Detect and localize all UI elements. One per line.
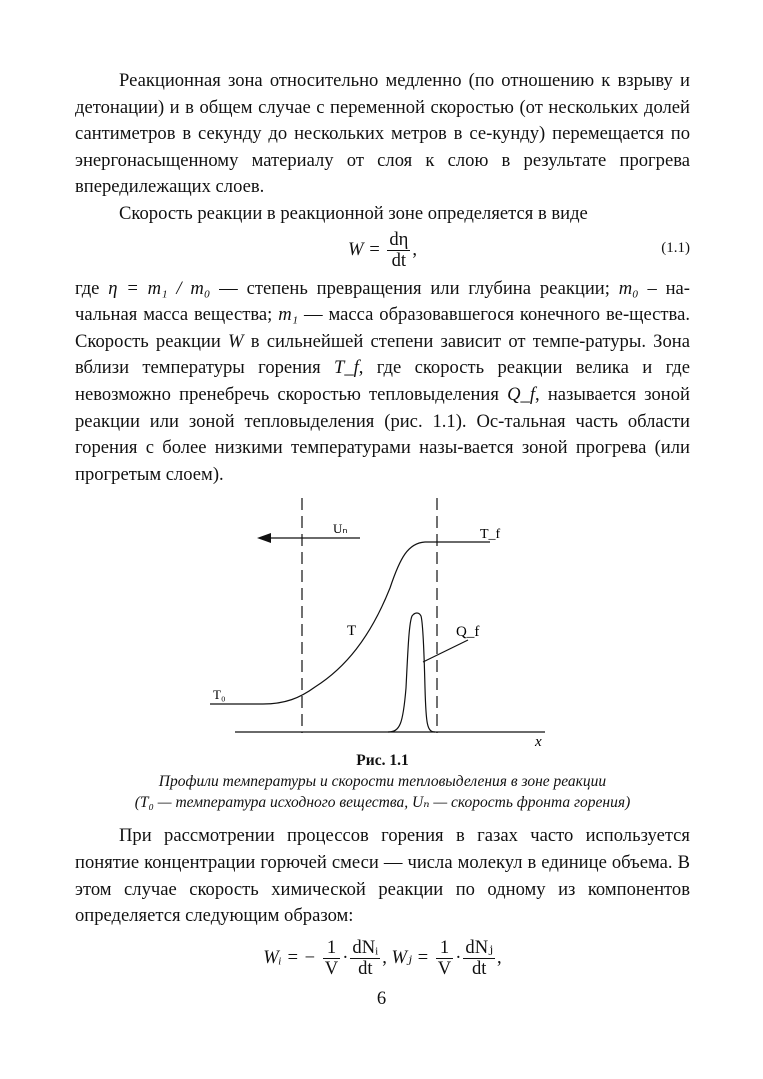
figure-diagram: [75, 488, 690, 750]
formula1-numerator: dη: [389, 228, 409, 250]
formula2-fraction-2: [350, 938, 380, 979]
formula2-tail: ,: [497, 946, 502, 968]
paragraph-reaction-zone: Реакционная зона относительно медленно (по отношению к взрыву и детонации) и в общем случае с переменной скоростью (от нескольких долей сантиметров в секунду до нескольких метров в се-кунду) перемещается по энергонасыщенному материалу от слоя к слою в результате прогрева впередилежащих слоев.: [75, 70, 690, 198]
formula2-wi: Wᵢ = −: [263, 946, 317, 968]
p3-text-3: – на-чальная масса вещества;: [75, 277, 690, 326]
formula2-fraction-4: [463, 938, 495, 979]
paragraph-reaction-rate: Скорость реакции в реакционной зоне определяется в виде: [119, 202, 588, 224]
dot-1: ·: [342, 946, 349, 968]
heat-release-peak: [388, 613, 435, 732]
p3-text-6: , где скорость реакции велика и где невозможно пренебречь скоростью тепловыделения: [75, 357, 690, 405]
dot-2: ·: [455, 946, 462, 968]
page-content: [75, 68, 690, 992]
formula2-fraction-1: [323, 938, 340, 979]
p3-text-5: в сильнейшей степени зависит от темпе-ратуры. Зона вблизи температуры горения: [75, 330, 690, 379]
qf-leader-line: [423, 640, 468, 662]
formula-1-1: [75, 228, 690, 276]
f2-numerator: dNᵢ: [352, 936, 379, 958]
formula-rates: [75, 930, 690, 992]
caption-line-2: (T₀ — температура исходного вещества, Uₙ — скорость фронта горения): [134, 794, 631, 812]
qf-symbol: Q_f: [507, 383, 535, 405]
paragraph-gas-combustion: При рассмотрении процессов горения в газах часто используется понятие концентрации горючей смеси — числа молекул в единице объема. В этом случае скорость химической реакции по одному из компонентов определяется следующим образом:: [75, 825, 690, 927]
formula1-fraction: [387, 230, 410, 271]
figure-1-1: [75, 488, 690, 750]
label-t0: T₀: [213, 687, 226, 703]
f3-numerator: 1: [436, 938, 453, 959]
m1-symbol: m₁: [278, 304, 299, 326]
f3-denominator: V: [437, 957, 452, 979]
label-x: x: [535, 734, 542, 751]
p3-text-2: — степень превращения или глубина реакции;: [210, 277, 619, 299]
caption-title: Рис. 1.1: [356, 752, 409, 770]
paragraph-definitions: [75, 276, 690, 489]
formula1-lhs: W =: [347, 238, 381, 260]
separator: ,: [382, 946, 387, 968]
f2-denominator: dt: [358, 957, 373, 979]
formula1-tail: ,: [412, 238, 418, 260]
formula2-fraction-3: [436, 938, 453, 979]
formula2-wj: Wⱼ =: [391, 946, 430, 968]
page-number: 6: [376, 988, 387, 1009]
f4-numerator: dNⱼ: [465, 936, 494, 958]
label-qf: Q_f: [456, 624, 480, 641]
label-un: Uₙ: [333, 521, 348, 537]
f1-numerator: 1: [323, 938, 340, 959]
p3-text-7: , называется зоной реакции или зоной тепловыделения (рис. 1.1). Ос-тальная часть области горения с более низкими температурами назы-вается зоной прогрева (или прогретым слоем).: [75, 383, 690, 485]
caption-line-1: Профили температуры и скорости тепловыделения в зоне реакции: [158, 773, 607, 791]
tf-symbol: T_f: [333, 357, 359, 379]
f4-denominator: dt: [471, 957, 487, 979]
un-arrowhead: [257, 533, 271, 543]
f1-denominator: V: [324, 957, 339, 979]
formula1-denominator: dt: [391, 249, 407, 271]
formula1-number: (1.1): [661, 239, 690, 256]
m0-symbol: m₀: [618, 277, 639, 299]
label-tf: T_f: [480, 527, 501, 543]
w-symbol: W: [228, 330, 244, 352]
p3-text-4: — масса образовавшегося конечного ве-щества. Скорость реакции: [75, 304, 690, 352]
figure-caption: [75, 750, 690, 813]
label-t: T: [347, 623, 357, 640]
p3-text-1: где: [75, 277, 109, 299]
eta-definition: η = m₁ / m₀: [108, 277, 211, 299]
